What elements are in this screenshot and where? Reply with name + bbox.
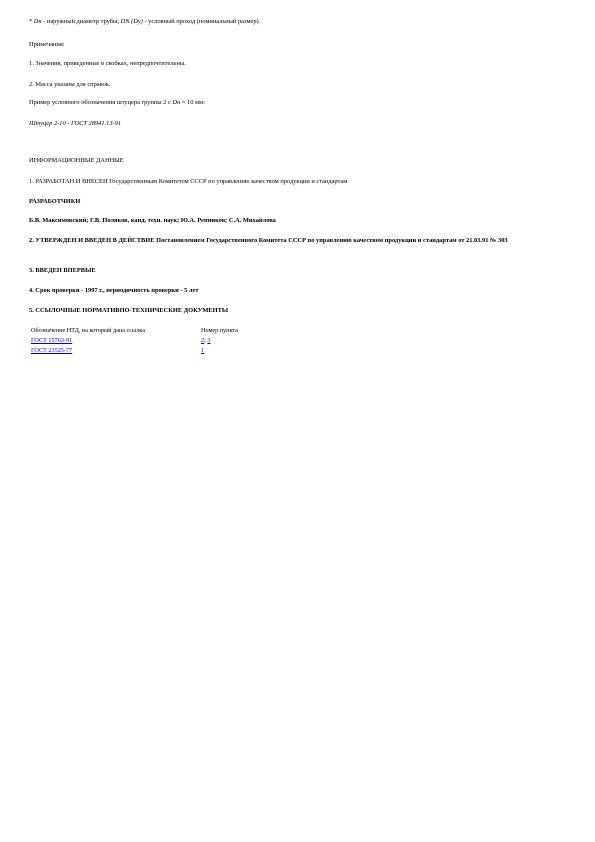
dn2-text: - условный проход (номинальный размер). bbox=[142, 18, 261, 25]
clause-link[interactable]: 2 bbox=[201, 337, 205, 344]
col-header-document: Обозначение НТД, на который дана ссылка bbox=[31, 327, 145, 334]
table-row bbox=[29, 346, 240, 356]
clause-link[interactable]: 3 bbox=[207, 337, 211, 344]
table-cell-document bbox=[29, 346, 199, 356]
developers-heading: РАЗРАБОТЧИКИ bbox=[29, 198, 81, 205]
example-symbol: Dн bbox=[172, 99, 181, 106]
developers-list: Б.В. Максимовский; Г.В. Поляков, канд. техн. наук; Ю.А. Репников; С.А. Михайлова bbox=[29, 217, 276, 224]
example-text-after: = 10 мм: bbox=[180, 99, 205, 106]
table-cell-clause bbox=[199, 346, 240, 356]
dn2-symbol: DN (Dу) bbox=[120, 18, 143, 25]
clause-link[interactable]: 1 bbox=[201, 347, 205, 354]
reference-documents-table bbox=[29, 326, 240, 356]
example-text-before: Пример условного обозначения штуцера группы 2 с bbox=[29, 99, 173, 106]
example-line bbox=[29, 99, 555, 107]
footnote-line: * Dн - наружный диаметр трубы; DN (Dу) - условный проход (номинальный размер). bbox=[29, 18, 261, 25]
table-cell-document bbox=[29, 336, 199, 346]
note-item-1: 1. Значения, приведенные в скобках, непредпочтительны. bbox=[29, 60, 186, 67]
table-cell-clause bbox=[199, 336, 240, 346]
info-item-3: 3. ВВЕДЕН ВПЕРВЫЕ bbox=[29, 267, 96, 274]
table-header-row bbox=[29, 326, 240, 336]
info-heading: ИНФОРМАЦИОННЫЕ ДАННЫЕ bbox=[29, 157, 124, 164]
table-row bbox=[29, 336, 240, 346]
info-item-5: 5. ССЫЛОЧНЫЕ НОРМАТИВНО-ТЕХНИЧЕСКИЕ ДОКУМЕНТЫ bbox=[29, 307, 229, 314]
note-item-2: 2. Масса указана для справок. bbox=[29, 81, 111, 88]
dn-symbol: Dн bbox=[33, 18, 42, 25]
dn-text: - наружный диаметр трубы; bbox=[41, 18, 121, 25]
info-item-1: 1. РАЗРАБОТАН И ВНЕСЕН Государственным Комитетом СССР по управлению качеством продукции и стандартам bbox=[29, 178, 348, 185]
doc-link[interactable]: ГОСТ 15763-91 bbox=[31, 337, 73, 344]
info-item-4: 4. Срок проверки - 1997 г., периодичность проверки - 5 лет bbox=[29, 287, 199, 294]
col-header-clause: Номер пункта bbox=[201, 327, 238, 334]
doc-link[interactable]: ГОСТ 23525-77 bbox=[31, 347, 73, 354]
notes-heading: Примечания: bbox=[29, 41, 65, 48]
info-item-2: 2. УТВЕРЖДЕН И ВВЕДЕН В ДЕЙСТВИЕ Постановлением Государственного Комитета СССР по управлению качеством продукции и стандартам от 21.03.91 № 303 bbox=[29, 237, 508, 244]
clause-separator: ; bbox=[204, 337, 208, 344]
example-designation: Штуцер 2-10 - ГОСТ 28941.13-91 bbox=[29, 120, 122, 127]
